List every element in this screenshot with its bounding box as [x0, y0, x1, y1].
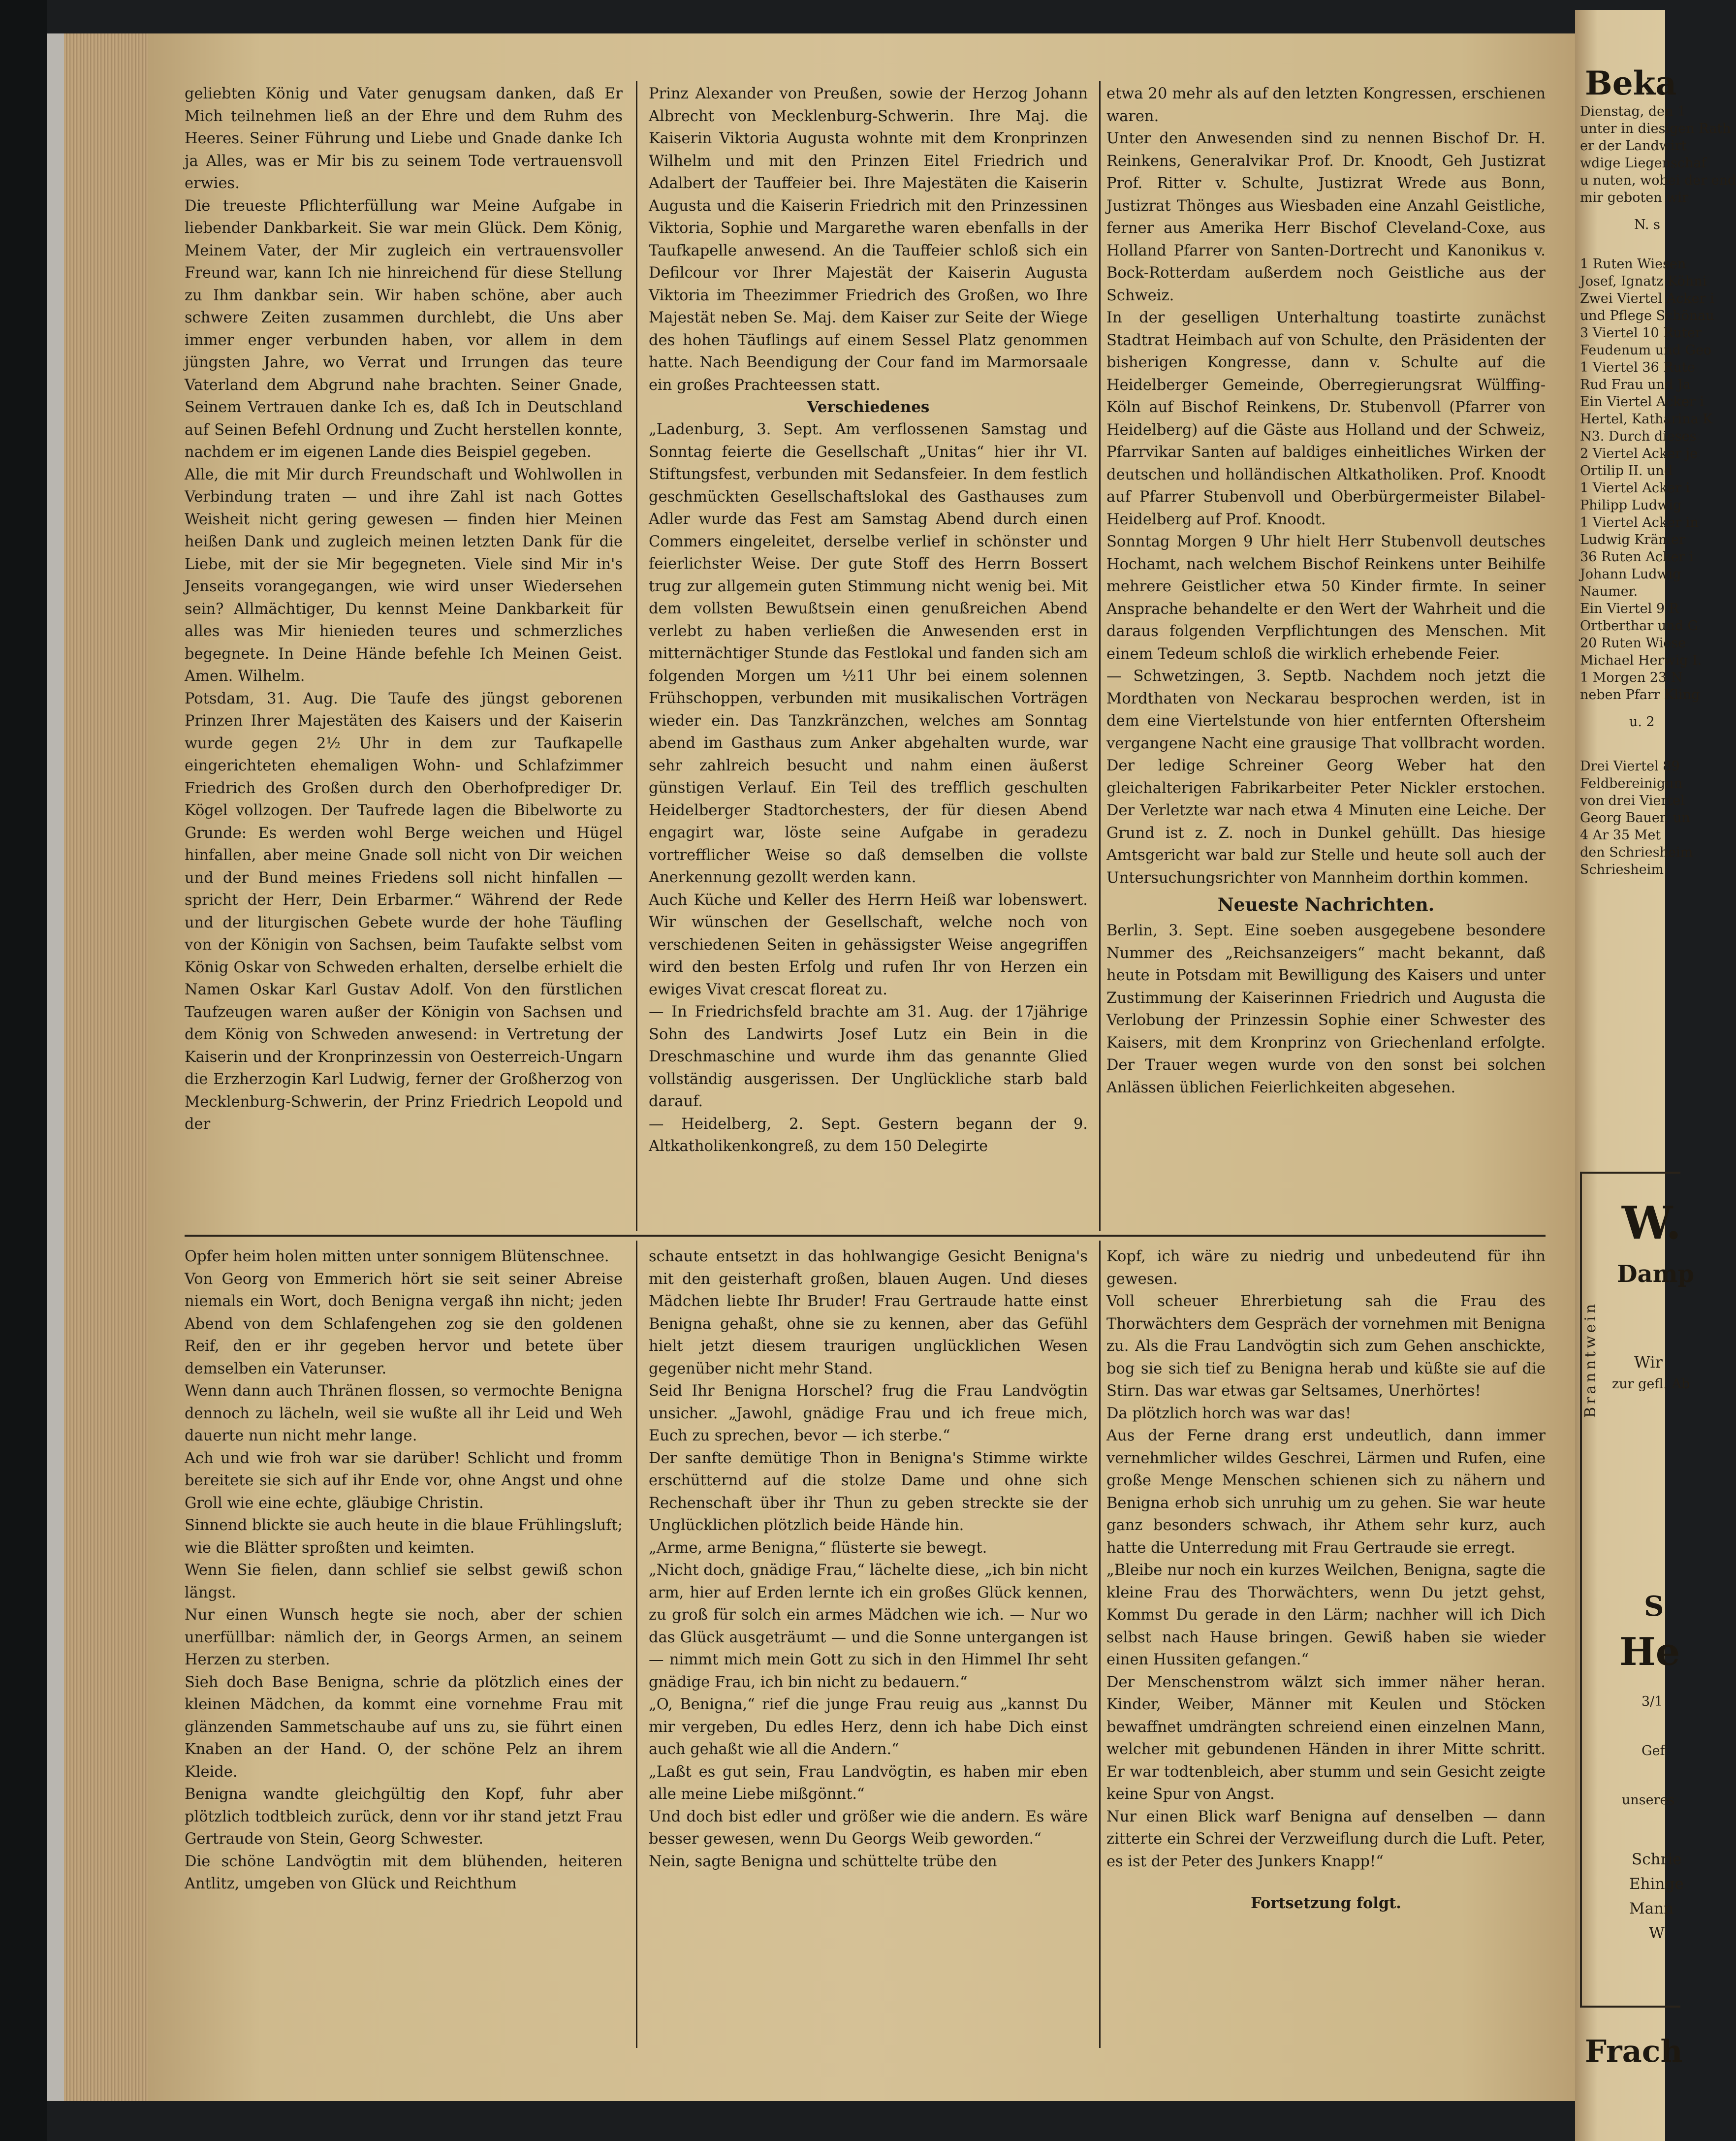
page-edges — [64, 33, 150, 2101]
facing-page-fragment — [1575, 10, 1736, 2141]
facing-line: Feldbereinigun — [1580, 776, 1683, 791]
ad-text: Wir — [1634, 1353, 1663, 1372]
lower-column-2 — [649, 1246, 1088, 1873]
facing-line: 1 Viertel 36 Rute — [1580, 360, 1695, 375]
facing-line: Ortilip II. und — [1580, 463, 1673, 479]
ad-text: Mann — [1629, 1900, 1674, 1917]
upper-col1-text: geliebten König und Vater genugsam danken, daß Er Mich teilnehmen ließ an der Ehre und dem Ruhm des Heeres. Seiner Führung und Liebe und Gnade danke Ich ja Alles, was er Mir bis zu seinem Tode vertrauensvoll erwies. Die treueste Pflichterfüllung war Meine Aufgabe in liebender Dankbarkeit. Sie war mein Glück. Dem König, Meinem Vater, der Mir zugleich ein vertrauensvoller Freund war, kann Ich nie hinreichend für diese Stellung zu Ihm dankbar sein. Wir haben schöne, aber auch schwere Zeiten zusammen durchlebt, die Uns aber immer enger verbunden haben, vor allem in dem jüngsten Jahre, wo Verrat und Irrungen das teure Vaterland dem Abgrund nahe brachten. Seiner Gnade, Seinem Vertrauen danke Ich es, daß Ich in Deutschland auf Seinen Befehl Ordnung und Zucht herstellen konnte, nachdem er im eigenen Lande dies Beispiel gegeben. Alle, die mit Mir durch Freundschaft und Wohlwollen in Verbindung traten — und ihre Zahl ist nach Gottes Weisheit nicht gering gewesen — finden hier Meinen heißen Dank und zugleich meinen letzten Dank für die Liebe, mit der sie Mir begegneten. Viele sind Mir in's Jenseits vorangegangen, wie wird unser Wiedersehen sein? Allmächtiger, Du kennst Meine Dankbarkeit für alles was Mir hienieden teures und schmerzliches begegnete. In Deine Hände befehle Ich Meinen Geist. Amen. Wilhelm. Potsdam, 31. Aug. Die Taufe des jüngst geborenen Prinzen Ihrer Majestäten des Kaisers und der Kaiserin wurde gegen 2½ Uhr in dem zur Taufkapelle eingerichteten ehemaligen Wohn- und Schlafzimmer Friedrich des Großen durch den Oberhofprediger Dr. Kögel vollzogen. Der Taufrede lagen die Bibelworte zu Grunde: Es werden wohl Berge weichen und Hügel hinfallen, aber meine Gnade soll nicht von Dir weichen und der Bund meines Friedens soll nicht hinfallen — spricht der Herr, Dein Erbarmer.“ Während der Rede und der liturgischen Gebete wurde der hohe Täufling von der Königin von Sachsen, beim Taufakte selbst vom König Oskar von Schweden erhalten, derselbe erhielt die Namen Oskar Karl Gustav Adolf. Von den fürstlichen Taufzeugen waren außer der Königin von Sachsen und dem König von Schweden anwesend: in Vertretung der Kaiserin und der Kronprinzessin von Oesterreich-Ungarn die Erzherzogin Karl Ludwig, ferner der Großherzog von Mecklenburg-Schwerin, der Prinz Friedrich Leopold und der — [185, 85, 623, 1133]
ad-large-letter: W. — [1622, 1196, 1682, 1249]
facing-line: Zwei Viertel Acker i — [1580, 291, 1714, 306]
upper-col3-text-a: etwa 20 mehr als auf den letzten Kongressen, erschienen waren. Unter den Anwesenden sind zu nennen Bischof Dr. H. Reinkens, Generalvikar Prof. Dr. Knoodt, Geh Justizrat Prof. Ritter v. Schulte, Justizrat Wrede aus Bonn, Justizrat Thönges aus Wiesbaden eine Anzahl Geistliche, ferner aus Amerika Herr Bischof Cleveland-Coxe, aus Holland Pfarrer von Santen-Dortrecht und Kanonikus v. Bock-Rotterdam außerdem noch Geistliche aus der Schweiz. In der geselligen Unterhaltung toastirte zunächst Stadtrat Heimbach auf von Schulte, den Präsidenten der bisherigen Kongresse, dann v. Schulte auf die Heidelberger Gemeinde, Oberregierungsrat Wülffing-Köln auf Bischof Reinkens, Dr. Stubenvoll (Pfarrer von Heidelberg) auf die Gäste aus Holland und der Schweiz, Pfarrvikar Santen auf baldiges einheitliches Wirken der deutschen und holländischen Altkatholiken. Prof. Knoodt auf Pfarrer Stubenvoll und Oberbürgermeister Bilabel-Heidelberg auf Prof. Knoodt. Sonntag Morgen 9 Uhr hielt Herr Stubenvoll deutsches Hochamt, nach welchem Bischof Reinkens unter Beihilfe mehrere Geistlicher etwa 50 Kinder firmte. In seiner Ansprache behandelte er den Wert der Wahrheit und die daraus folgenden Verpflichtungen des Menschen. Mit einem Tedeum schloß die wirklich erhebende Feier. — Schwetzingen, 3. Septb. Nachdem noch jetzt die Mordthaten von Neckarau besprochen werden, ist in dem eine Viertelstunde von hier entfernten Oftersheim vergangene Nacht eine grausige That vollbracht worden. Der ledige Schreiner Georg Weber hat den gleichalterigen Fabrikarbeiter Peter Nickler erstochen. Der Verletzte war nach etwa 4 Minuten eine Leiche. Der Grund ist z. Z. noch in Dunkel gehüllt. Das hiesige Amtsgericht war bald zur Stelle und heute soll auch der Untersuchungsrichter von Mannheim dorthin kommen. — [1106, 85, 1546, 887]
lower-col3-text: Kopf, ich wäre zu niedrig und unbedeutend für ihn gewesen. Voll scheuer Ehrerbietung sah die Frau des Thorwächters dem Gespräch der vornehmen mit Benigna zu. Als die Frau Landvögtin sich zum Gehen anschickte, bog sie sich tief zu Benigna herab und küßte sie auf die Stirn. Das war etwas gar Seltsames, Unerhörtes! Da plötzlich horch was war das! Aus der Ferne drang erst undeutlich, dann immer vernehmlicher wildes Geschrei, Lärmen und Rufen, eine große Menge Menschen schienen sich zu nähern und Benigna erhob sich unruhig um zu gehen. Sie war heute ganz besonders schwach, ihr Athem sehr kurz, auch hatte die Unterredung mit Frau Gertraude sie erregt. „Bleibe nur noch ein kurzes Weilchen, Benigna, sagte die kleine Frau des Thorwächters, wenn Du jetzt gehst, Kommst Du gerade in den Lärm; nachher will ich Dich selbst nach Hause bringen. Gewiß haben sie wieder einen Hussiten gefangen.“ Der Menschenstrom wälzt sich immer näher heran. Kinder, Weiber, Männer mit Keulen und Stöcken bewaffnet umdrängten schreiend einen einzelnen Mann, welcher mit gebundenen Händen in ihrer Mitte schritt. Er war todtenbleich, aber stumm und sein Gesicht zeigte keine Spur von Angst. Nur einen Blick warf Benigna auf denselben — dann zitterte ein Schrei der Verzweiflung durch die Luft. Peter, es ist der Peter des Junkers Knapp!“ — [1106, 1248, 1546, 1870]
book-cover-board — [47, 33, 65, 2101]
lower-col2-text: schaute entsetzt in das hohlwangige Gesicht Benigna's mit den geisterhaft großen, blauen Augen. Und dieses Mädchen liebte Ihr Bruder! Frau Gertraude hatte einst Benigna gehaßt, ohne sie zu kennen, aber das Gefühl hielt jetzt diesem traurigen unglücklichen Wesen gegenüber nicht mehr Stand. Seid Ihr Benigna Horschel? frug die Frau Landvögtin unsicher. „Jawohl, gnädige Frau und ich freue mich, Euch zu sprechen, bevor — ich sterbe.“ Der sanfte demütige Thon in Benigna's Stimme wirkte erschütternd auf die stolze Dame und ohne sich Rechenschaft über ihr Thun zu geben streckte sie der Unglücklichen plötzlich beide Hände hin. „Arme, arme Benigna,“ flüsterte sie bewegt. „Nicht doch, gnädige Frau,“ lächelte diese, „ich bin nicht arm, hier auf Erden lernte ich ein großes Glück kennen, zu groß für solch ein armes Mädchen wie ich. — Nur wo das Glück ausgeträumt — und die Sonne untergangen ist — nimmt mich mein Gott zu sich in den Himmel Ihr seht gnädige Frau, ich bin nicht zu bedauern.“ „O, Benigna,“ rief die junge Frau reuig aus „kannst Du mir vergeben, Du edles Herz, denn ich habe Dich einst auch gehaßt wie all die Andern.“ „Laßt es gut sein, Frau Landvögtin, es haben mir eben alle meine Liebe mißgönnt.“ Und doch bist edler und größer wie die andern. Es wäre besser gewesen, wenn Du Georgs Weib geworden.“ Nein, sagte Benigna und schüttelte trübe den — [649, 1248, 1088, 1870]
facing-line: Hertel, Katharina K — [1580, 412, 1713, 427]
feuilleton-separator-line — [185, 1235, 1546, 1237]
upper-column-1 — [185, 83, 623, 1136]
facing-line: 4 Ar 35 Met — [1580, 828, 1661, 843]
ad-large-letter: S — [1644, 1590, 1664, 1623]
lower-column-1 — [185, 1246, 623, 1895]
facing-line: Rud Frau und Ja — [1580, 377, 1691, 392]
ad-text: Gef — [1641, 1743, 1665, 1758]
lower-col1-text: Opfer heim holen mitten unter sonnigem Blütenschnee. Von Georg von Emmerich hört sie seit seiner Abreise niemals ein Wort, doch Benigna vergaß ihn nicht; jeden Abend von dem Schlafengehen zog sie den goldenen Reif, den er ihr gegeben hervor und betete über demselben ein Vaterunser. Wenn dann auch Thränen flossen, so vermochte Benigna dennoch zu lächeln, weil sie wußte all ihr Leid und Weh dauerte nun nicht mehr lange. Ach und wie froh war sie darüber! Schlicht und fromm bereitete sie sich auf ihr Ende vor, ohne Angst und ohne Groll wie eine echte, gläubige Christin. Sinnend blickte sie auch heute in die blaue Frühlingsluft; wie die Blätter sproßten und keimten. Wenn Sie fielen, dann schlief sie selbst gewiß schon längst. Nur einen Wunsch hegte sie noch, aber der schien unerfüllbar: nämlich der, in Georgs Armen, an seinem Herzen zu sterben. Sieh doch Base Benigna, schrie da plötzlich eines der kleinen Mädchen, da kommt eine vornehme Frau mit glänzenden Sammetschaube auf uns zu, sie führt einen Knaben an der Hand. O, der schöne Pelz an ihrem Kleide. Benigna wandte gleichgültig den Kopf, fuhr aber plötzlich todtbleich zurück, denn vor ihr stand jetzt Frau Gertraude von Stein, Georg Schwester. Die schöne Landvögtin mit dem blühenden, heiteren Antlitz, umgeben von Glück und Reichthum — [185, 1248, 623, 1892]
facing-line: Ein Viertel Acker i — [1580, 394, 1704, 410]
facing-line: Ludwig Krämer — [1580, 532, 1685, 547]
upper-column-3 — [1106, 83, 1546, 1099]
column-divider — [1099, 1241, 1101, 2048]
facing-line: Drei Viertel 89 — [1580, 759, 1680, 774]
column-divider — [636, 1241, 637, 2048]
ad-text: Schrie — [1632, 1851, 1682, 1868]
facing-line: 2 Viertel Acker je — [1580, 446, 1698, 461]
facing-line: Ortberthar und G — [1580, 618, 1699, 634]
facing-line: 36 Ruten Acker i — [1580, 549, 1694, 565]
facing-line: Johann Ludwig — [1580, 567, 1681, 582]
facing-line: mir geboten wir — [1580, 190, 1688, 205]
continuation-note: Fortsetzung folgt. — [1251, 1894, 1401, 1912]
facing-line: Feudenum und Geo — [1580, 343, 1712, 358]
ad-text: W — [1649, 1924, 1665, 1942]
upper-col3-text-b: Berlin, 3. Sept. Eine soeben ausgegebene besondere Nummer des „Reichsanzeigers“ macht bekannt, daß heute in Potsdam mit Bewilligung des Kaisers und unter Zustimmung der Kaiserinnen Friedrich und Augusta die Verlobung der Prinzessin Sophie einer Schwester des Kaisers, mit dem Kronprinz von Griechenland erfolgte. Der Trauer wegen wurde von den sonst bei solchen Anlässen üblichen Feierlichkeiten abgesehen. — [1106, 922, 1546, 1096]
ad-vertical-text: Branntwein — [1582, 1301, 1599, 1418]
facing-line: Dienstag, den 1 — [1580, 104, 1686, 119]
ad-text: unseres — [1622, 1792, 1675, 1808]
column-divider — [1099, 81, 1101, 1231]
ad-subtitle: Damp — [1617, 1260, 1695, 1288]
facing-line: Ein Viertel 9 R — [1580, 601, 1679, 616]
lower-column-3 — [1106, 1246, 1546, 1915]
facing-line: Naumer. — [1580, 584, 1638, 599]
facing-line: N. s — [1634, 217, 1660, 232]
upper-col2-text-b: „Ladenburg, 3. Sept. Am verflossenen Samstag und Sonntag feierte die Gesellschaft „Unitas“ hier ihr VI. Stiftungsfest, verbunden mit Sedansfeier. In dem festlich geschmückten Gesellschaftslokal des Gasthauses zum Adler wurde das Fest am Samstag Abend durch einen Commers eingeleitet, derselbe verlief in schönster und feierlichster Weise. Der gute Stoff des Herrn Bossert trug zur allgemein guten Stimmung nicht wenig bei. Mit dem vollsten Bewußtsein einen genußreichen Abend verlebt zu haben verließen die Anwesenden erst in mitternächtiger Stunde das Festlokal und fanden sich am folgenden Morgen um ½11 Uhr bei einem solennen Frühschoppen, verbunden mit musikalischen Vorträgen wieder ein. Das Tanzkränzchen, welches am Sonntag abend im Gasthaus zum Anker abgehalten wurde, war sehr zahlreich besucht und nahm einen äußerst günstigen Verlauf. Ein Teil des trefflich geschulten Heidelberger Stadtorchesters, der für diesen Abend engagirt war, löste seine Aufgabe in geradezu vortrefflicher Weise so daß demselben die vollste Anerkennung gezollt werden kann. Auch Küche und Keller des Herrn Heiß war lobenswert. Wir wünschen der Gesellschaft, welche noch von verschiedenen Seiten in gehässigster Weise angegriffen wird den besten Erfolg und rufen Ihr von Herzen ein ewiges Vivat crescat floreat zu. — In Friedrichsfeld brachte am 31. Aug. der 17jährige Sohn des Landwirts Josef Lutz ein Bein in die Dreschmaschine und wurde ihm das genannte Glied vollständig ausgerissen. Der Unglückliche starb bald darauf. — Heidelberg, 2. Sept. Gestern begann der 9. Altkatholikenkongreß, zu dem 150 Delegirte — [649, 421, 1088, 1155]
facing-line: Michael Herwig I. — [1580, 653, 1702, 668]
facing-line: 1 Viertel Acker i — [1580, 480, 1690, 496]
facing-line: 1 Ruten Wiesen — [1580, 256, 1686, 272]
facing-line: Schriesheim — [1580, 862, 1664, 877]
facing-line: neben Pfarr Kling — [1580, 687, 1700, 703]
facing-line: Georg Bauer, un — [1580, 810, 1690, 826]
facing-line: u. 2 — [1629, 714, 1655, 730]
upper-col2-text-a: Prinz Alexander von Preußen, sowie der Herzog Johann Albrecht von Mecklenburg-Schwerin. Ihre Maj. die Kaiserin Viktoria Augusta wohnte mit dem Kronprinzen Wilhelm und mit den Prinzen Eitel Friedrich und Adalbert der Tauffeier bei. Ihre Majestäten die Kaiserin Augusta und die Kaiserin Friedrich mit den Prinzessinen Viktoria, Sophie und Margarethe waren ebenfalls in der Taufkapelle anwesend. An die Tauffeier schloß sich ein Defilcour vor Ihrer Majestät der Kaiserin Augusta Viktoria im Theezimmer Friedrich des Großen, wo Ihre Majestät neben Se. Maj. dem Kaiser zur Seite der Wiege des hohen Täuflings auf einem Sessel Platz genommen hatte. Nach Beendigung der Cour fand im Marmorsaale ein großes Prachteessen statt. — [649, 85, 1088, 394]
column-divider — [636, 81, 637, 1231]
upper-column-2 — [649, 83, 1088, 1158]
ad-large-letter: He — [1619, 1630, 1680, 1674]
ad-text: 3/1 — [1641, 1694, 1663, 1709]
facing-line: er der Landwirt — [1580, 138, 1687, 154]
facing-line: 1 Morgen 23 N — [1580, 670, 1683, 685]
facing-page-bottom-heading: Frach — [1585, 2033, 1683, 2069]
facing-line: Josef, Ignatz Köhni — [1580, 274, 1707, 289]
facing-line: den Schriesheim — [1580, 845, 1693, 860]
facing-page-title: Beka — [1585, 64, 1677, 102]
book-binding — [0, 0, 47, 2141]
section-heading-verschiedenes: Verschiedenes — [807, 398, 930, 416]
ad-text: Ehinge — [1629, 1875, 1684, 1893]
ad-text: zur gefl. Ab — [1612, 1376, 1690, 1392]
section-heading-neueste-nachrichten: Neueste Nachrichten. — [1217, 895, 1435, 915]
facing-line: 20 Ruten Wiese — [1580, 636, 1686, 651]
facing-line: N3. Durch dieses — [1580, 429, 1697, 444]
facing-line: Philipp Ludwig — [1580, 498, 1682, 513]
facing-line: 1 Viertel Acker in — [1580, 515, 1699, 530]
facing-line: von drei Viertel — [1580, 793, 1685, 808]
facing-line: 3 Viertel 10 Ruter — [1580, 325, 1702, 341]
facing-line: unter in diesigen Rath — [1580, 121, 1731, 136]
facing-line: wdige Liegenschaf — [1580, 156, 1706, 171]
facing-line: u nuten, wobei der end — [1580, 173, 1736, 188]
facing-line: und Pflege Schönau — [1580, 308, 1714, 323]
